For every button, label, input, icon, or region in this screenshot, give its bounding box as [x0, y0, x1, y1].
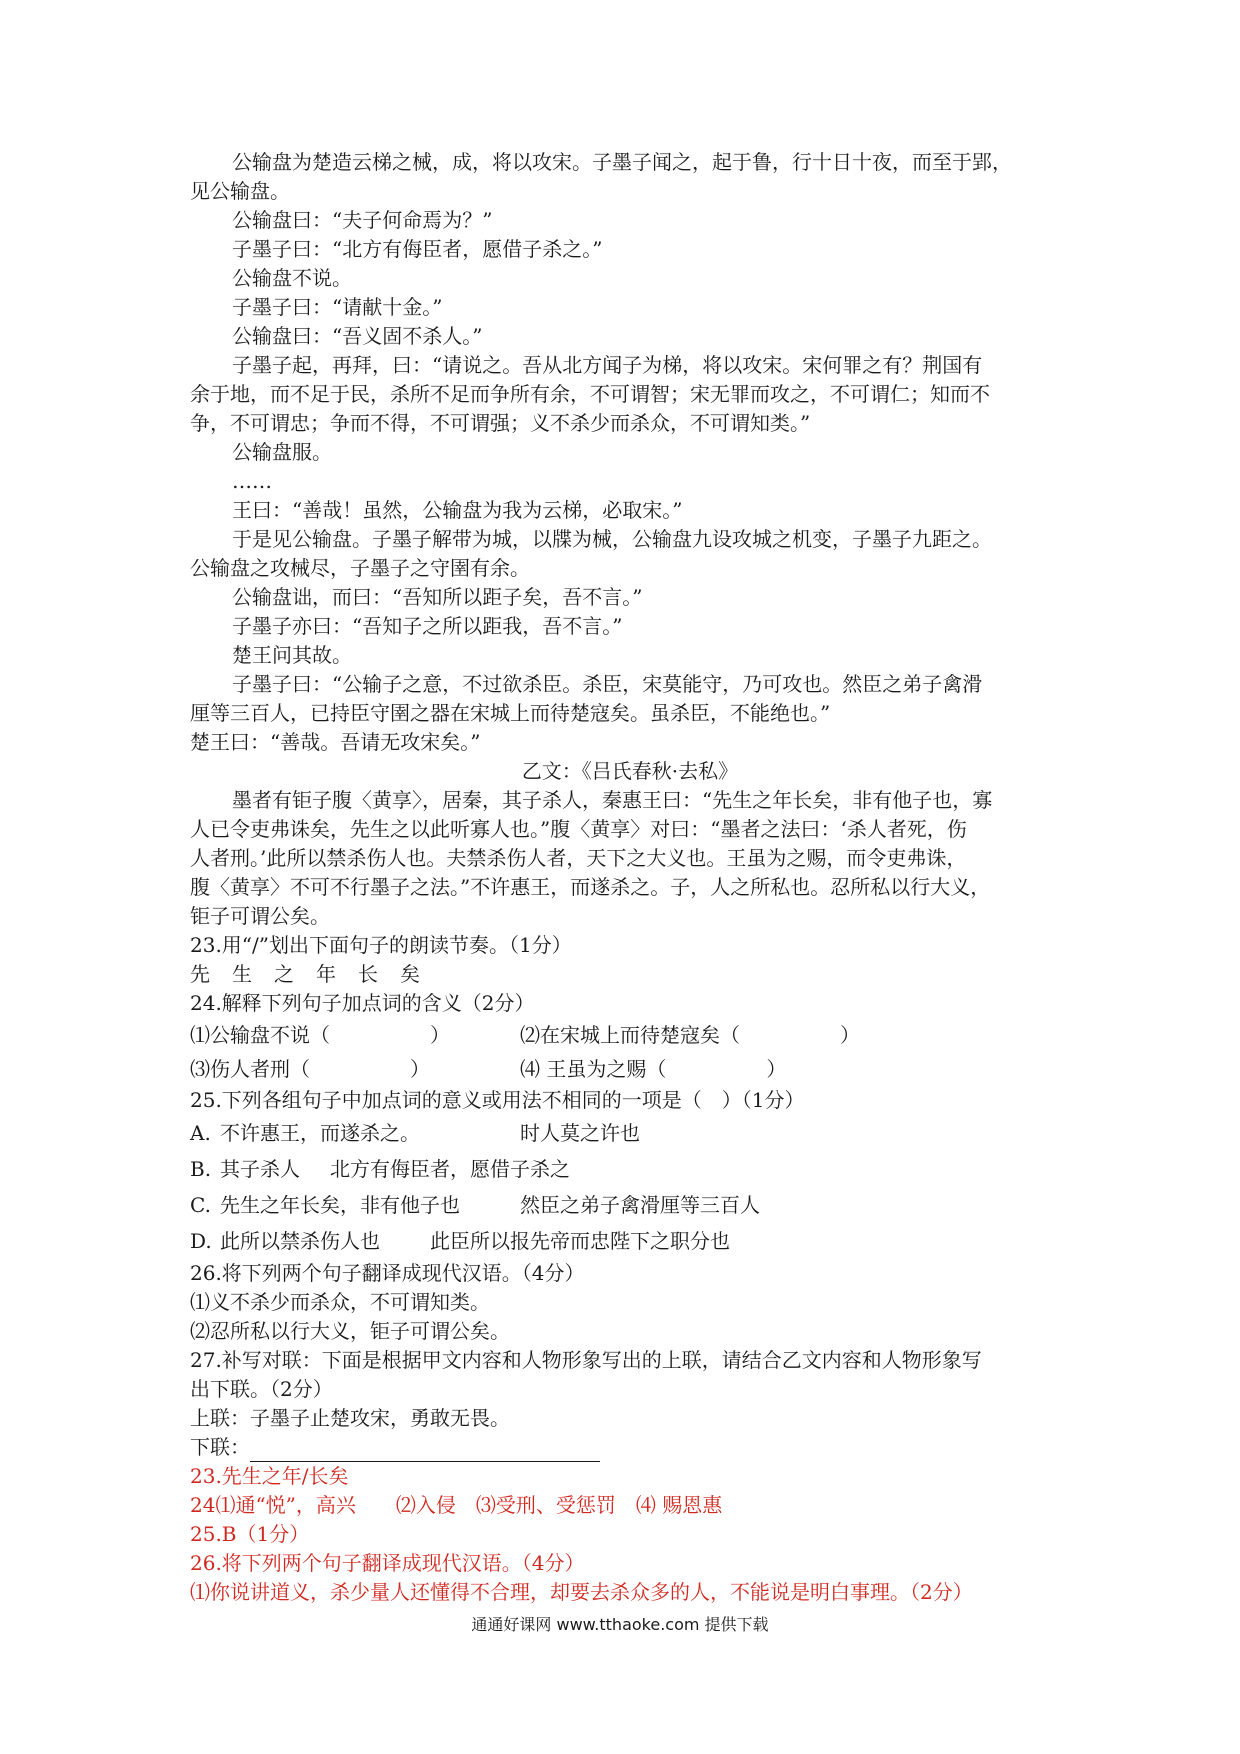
option-sentence-a: 先生之年长矣，非有他子也 [220, 1193, 460, 1217]
paragraph-line: 余于地，而不足于民，杀所不足而争所有余，不可谓智；宋无罪而攻之，不可谓仁；知而不 [190, 382, 990, 406]
question-27-upper-couplet: 上联：子墨子止楚攻宋，勇敢无畏。 [190, 1406, 510, 1430]
option-key: C. [190, 1193, 211, 1217]
paragraph-line: 公输盘诎，而曰：“吾知所以距子矣，吾不言。” [232, 585, 643, 609]
question-25-option-d [190, 1223, 1070, 1259]
paragraph-line: 公输盘曰：“夫子何命焉为？” [232, 208, 493, 232]
paragraph-line: 墨者有钜子腹〈黄享〉，居秦，其子杀人，秦惠王曰：“先生之年长矣，非有他子也，寡 [232, 788, 993, 812]
answer-line: 23.先生之年/长矣 [190, 1464, 349, 1488]
question-27-stem-line: 出下联。（2分） [190, 1377, 333, 1401]
question-24-row [190, 1052, 1070, 1086]
question-23-stem: 23.用“/”划出下面句子的朗读节奏。（1分） [190, 933, 572, 957]
paragraph-line: 楚王问其故。 [232, 643, 352, 667]
question-26-stem: 26.将下列两个句子翻译成现代汉语。（4分） [190, 1261, 585, 1285]
question-23-sentence: 先生之年长矣 [190, 962, 442, 986]
answer-line: ⑴你说讲道义，杀少量人还懂得不合理，却要去杀众多的人，不能说是明白事理。（2分） [190, 1580, 973, 1604]
paragraph-line: 子墨子曰：“公输子之意，不过欲杀臣。杀臣，宋莫能守，乃可攻也。然臣之弟子禽滑 [232, 672, 983, 696]
paragraph-line: 公输盘之攻械尽，子墨子之守圉有余。 [190, 556, 530, 580]
option-sentence-b: 此臣所以报先帝而忠陛下之职分也 [430, 1229, 730, 1253]
question-27-lower-couplet [190, 1433, 1070, 1462]
answer-line: 25.B（1分） [190, 1522, 310, 1546]
answer-key [190, 1462, 1070, 1607]
option-sentence-a: 其子杀人 [220, 1157, 300, 1181]
passage-yi [190, 786, 1070, 931]
question-25-option-c [190, 1187, 1070, 1223]
paragraph-line: 钜子可谓公矣。 [190, 904, 330, 928]
paragraph-line: 人已令吏弗诛矣，先生之以此听寡人也。”腹〈黄享〉对曰：“墨者之法曰：‘杀人者死，伤 [190, 817, 967, 841]
question-24-item: ⑵在宋城上而待楚寇矣（ ） [520, 1023, 860, 1047]
answer-line: 26.将下列两个句子翻译成现代汉语。（4分） [190, 1551, 585, 1575]
question-26-item: ⑴义不杀少而杀众，不可谓知类。 [190, 1290, 490, 1314]
paragraph-line: 子墨子曰：“北方有侮臣者，愿借子杀之。” [232, 237, 603, 261]
paragraph-line: 公输盘服。 [232, 440, 332, 464]
lower-couplet-label: 下联： [190, 1435, 250, 1459]
paragraph-line: 厘等三百人，已持臣守圉之器在宋城上而待楚寇矣。虽杀臣，不能绝也。” [190, 701, 831, 725]
question-24-item: ⑷ 王虽为之赐（ ） [520, 1057, 787, 1081]
option-sentence-b: 北方有侮臣者，愿借子杀之 [330, 1157, 570, 1181]
option-sentence-a: 此所以禁杀伤人也 [220, 1229, 380, 1253]
option-sentence-b: 然臣之弟子禽滑厘等三百人 [520, 1193, 760, 1217]
footer-credit: 通通好课网 www.tthaoke.com 提供下载 [471, 1615, 769, 1634]
paragraph-line: 子墨子亦曰：“吾知子之所以距我，吾不言。” [232, 614, 623, 638]
question-25-option-a [190, 1115, 1070, 1151]
passage-jia [190, 148, 1070, 757]
paragraph-line: 子墨子起，再拜，曰：“请说之。吾从北方闻子为梯，将以攻宋。宋何罪之有？荆国有 [232, 353, 983, 377]
question-24-row [190, 1018, 1070, 1052]
question-23 [190, 931, 1070, 989]
option-sentence-a: 不许惠王，而遂杀之。 [220, 1121, 420, 1145]
answer-line: 24⑴通“悦”，高兴 ⑵入侵 ⑶受刑、受惩罚 ⑷ 赐恩惠 [190, 1493, 723, 1517]
paragraph-line: …… [232, 469, 272, 493]
question-26 [190, 1259, 1070, 1346]
option-key: A. [190, 1121, 211, 1145]
paragraph-line: 王曰：“善哉！虽然，公输盘为我为云梯，必取宋。” [232, 498, 683, 522]
paragraph-line: 公输盘曰：“吾义固不杀人。” [232, 324, 483, 348]
question-26-item: ⑵忍所私以行大义，钜子可谓公矣。 [190, 1319, 510, 1343]
paragraph-line: 子墨子曰：“请献十金。” [232, 295, 443, 319]
answer-blank-line [250, 1441, 600, 1462]
passage-yi-title: 乙文：《吕氏春秋·去私》 [521, 759, 739, 783]
question-24 [190, 989, 1070, 1086]
paragraph-line: 于是见公输盘。子墨子解带为城，以牒为械，公输盘九设攻城之机变，子墨子九距之。 [232, 527, 992, 551]
option-key: D. [190, 1229, 212, 1253]
paragraph-line: 人者刑。’此所以禁杀伤人也。夫禁杀伤人者，天下之大义也。王虽为之赐，而令吏弗诛， [190, 846, 967, 870]
question-27 [190, 1346, 1070, 1462]
paragraph-line: 公输盘不说。 [232, 266, 352, 290]
paragraph-line: 公输盘为楚造云梯之械，成，将以攻宋。子墨子闻之，起于鲁，行十日十夜，而至于郢， [232, 150, 1012, 174]
option-sentence-b: 时人莫之许也 [520, 1121, 640, 1145]
paragraph-line: 楚王曰：“善哉。吾请无攻宋矣。” [190, 730, 481, 754]
question-25-stem: 25.下列各组句子中加点词的意义或用法不相同的一项是（ ）（1分） [190, 1088, 805, 1112]
option-key: B. [190, 1157, 212, 1181]
document-page [190, 148, 1070, 1607]
question-24-item: ⑴公输盘不说（ ） [190, 1023, 450, 1047]
paragraph-line: 腹〈黄享〉不可不行墨子之法。”不许惠王，而遂杀之。子，人之所私也。忍所私以行大义， [190, 875, 991, 899]
paragraph-line: 见公输盘。 [190, 179, 290, 203]
question-27-stem-line: 27.补写对联：下面是根据甲文内容和人物形象写出的上联，请结合乙文内容和人物形象写 [190, 1348, 982, 1372]
question-25-option-b [190, 1151, 1070, 1187]
question-25 [190, 1086, 1070, 1259]
paragraph-line: 争，不可谓忠；争而不得，不可谓强；义不杀少而杀众，不可谓知类。” [190, 411, 811, 435]
question-24-stem: 24.解释下列句子加点词的含义（2分） [190, 991, 535, 1015]
question-24-item: ⑶伤人者刑（ ） [190, 1057, 430, 1081]
